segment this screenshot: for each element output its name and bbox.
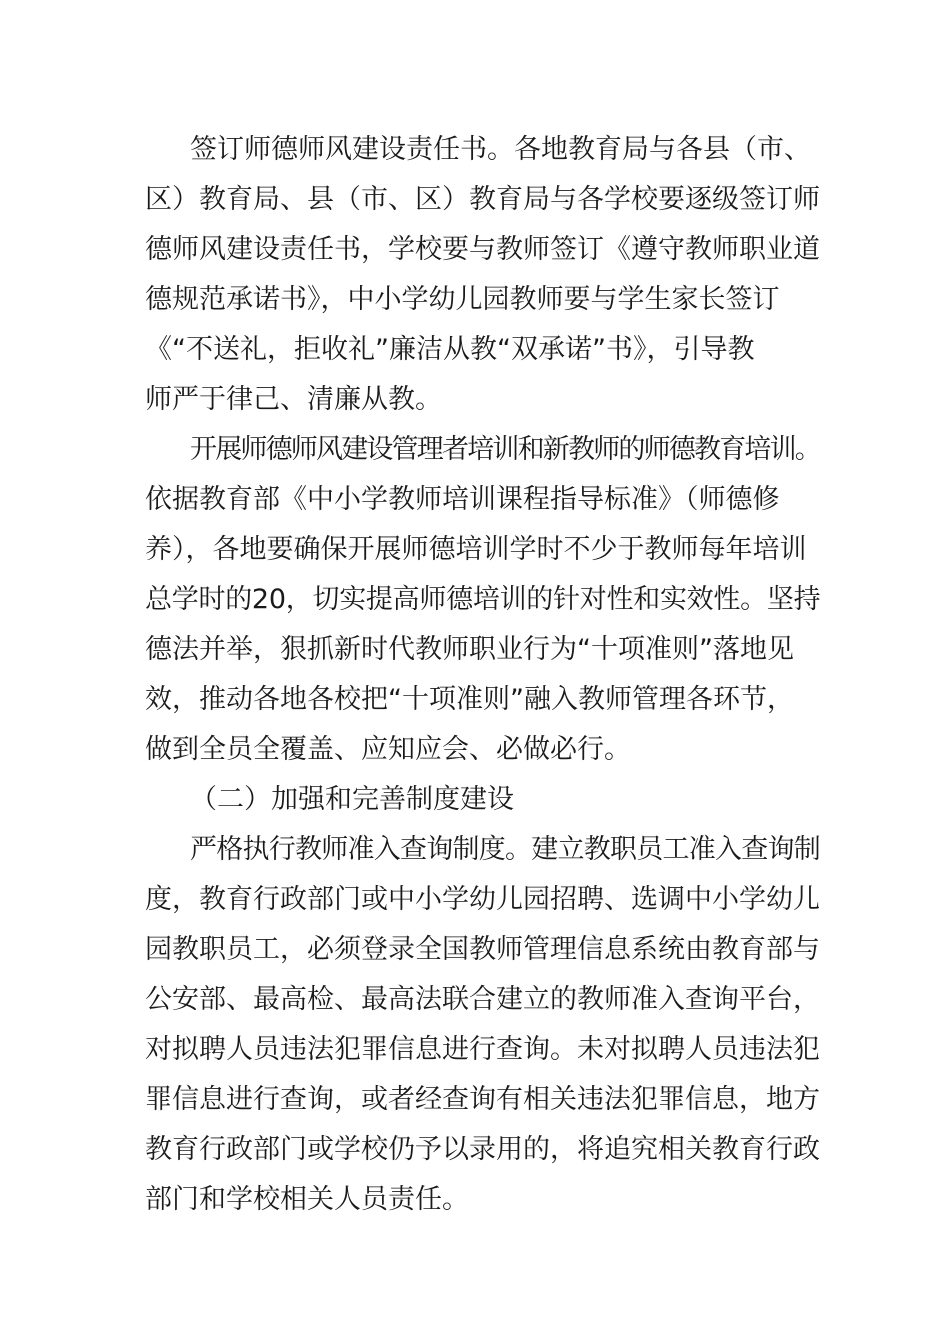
- text-line: 园教职员工，必须登录全国教师管理信息系统由教育部与: [145, 934, 820, 965]
- text-line: 依据教育部《中小学教师培训课程指导标准》（师德修: [145, 484, 780, 515]
- text-line: 师严于律己、清廉从教。: [145, 384, 442, 415]
- text-line: 效，推动各地各校把“十项准则”融入教师管理各环节，: [145, 684, 794, 715]
- text-line: 教育行政部门或学校仍予以录用的，将追究相关教育行政: [145, 1134, 820, 1165]
- text-line: 做到全员全覆盖、应知应会、必做必行。: [145, 734, 631, 765]
- text-line: 公安部、最高检、最高法联合建立的教师准入查询平台，: [145, 984, 820, 1015]
- text-line: 《“不送礼，拒收礼”廉洁从教“双承诺”书》，引导教: [145, 334, 755, 365]
- text-line: 开展师德师风建设管理者培训和新教师的师德教育培训。: [190, 434, 820, 465]
- text-line: 德规范承诺书》，中小学幼儿园教师要与学生家长签订: [145, 284, 780, 315]
- text-line: 总学时的20，切实提高师德培训的针对性和实效性。坚持: [145, 584, 821, 615]
- text-line: 罪信息进行查询，或者经查询有相关违法犯罪信息，地方: [145, 1084, 820, 1115]
- text-line: 德师风建设责任书，学校要与教师签订《遵守教师职业道: [145, 234, 820, 265]
- text-line: 严格执行教师准入查询制度。建立教职员工准入查询制: [190, 834, 820, 865]
- text-line: 区）教育局、县（市、区）教育局与各学校要逐级签订师: [145, 184, 820, 215]
- text-line: 养），各地要确保开展师德培训学时不少于教师每年培训: [145, 534, 807, 565]
- text-line: 对拟聘人员违法犯罪信息进行查询。未对拟聘人员违法犯: [145, 1034, 820, 1065]
- section-heading: （二）加强和完善制度建设: [190, 784, 514, 815]
- text-line: 部门和学校相关人员责任。: [145, 1184, 469, 1215]
- text-line: 签订师德师风建设责任书。各地教育局与各县（市、: [190, 134, 811, 165]
- text-line: 德法并举，狠抓新时代教师职业行为“十项准则”落地见: [145, 634, 794, 665]
- text-line: 度，教育行政部门或中小学幼儿园招聘、选调中小学幼儿: [145, 884, 820, 915]
